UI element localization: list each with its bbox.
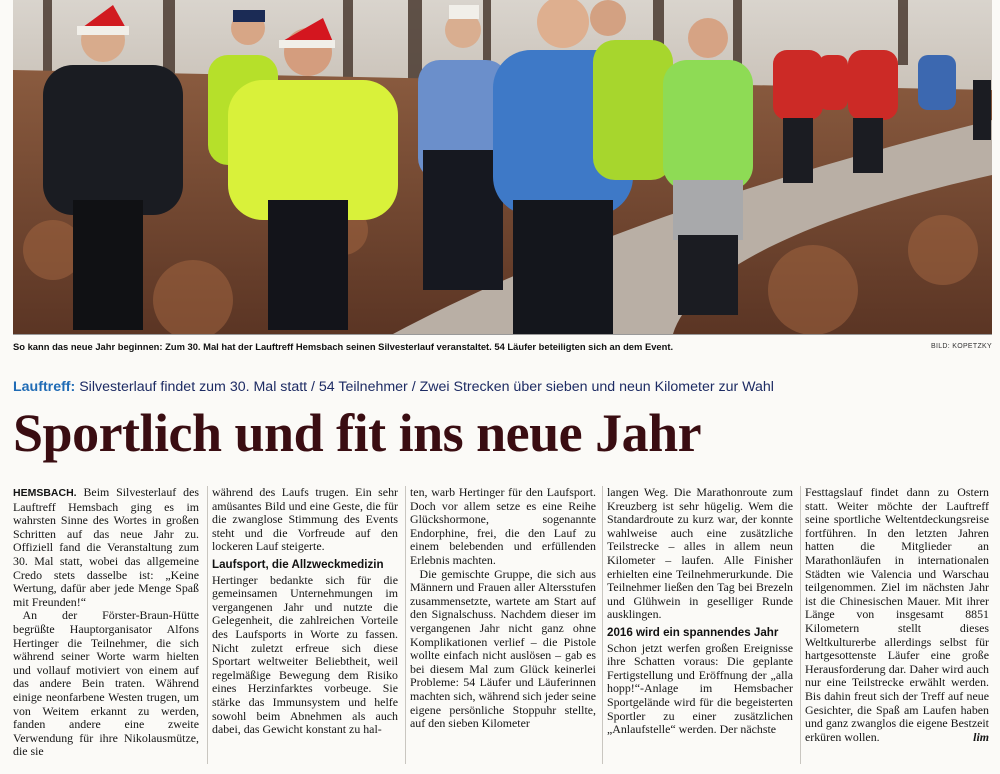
kicker-text: Silvesterlauf findet zum 30. Mal statt / 54 Teilnehmer / Zwei Strecken über sieben und neun Kilometer zur Wahl bbox=[75, 379, 774, 395]
photo-caption: So kann das neue Jahr beginnen: Zum 30. Mal hat der Lauftreff Hemsbach seinen Silvesterlauf veranstaltet. 54 Läufer beteiligten sich an dem Event. bbox=[13, 341, 674, 352]
article-column-5 bbox=[805, 486, 989, 768]
paragraph bbox=[805, 486, 989, 744]
photo-caption-row bbox=[13, 339, 992, 355]
article-kicker bbox=[13, 379, 993, 395]
paragraph: ten, warb Hertinger für den Laufsport. Doch vor allem setze es eine Reihe Glückshormone, sogenannte Endorphine, frei, die den Lauf zu einem belebenden und erfüllenden Erlebnis machten. bbox=[410, 486, 596, 567]
paragraph: Hertinger bedankte sich für die gemeinsamen Unternehmungen im vergangenen Jahr und nutzte die Gelegenheit, die zahlreichen Vorteile des Laufsports in Worte zu fassen. Nicht zuletzt erfreue sich diese Sportart weltweiter Beliebtheit, weil regelmäßige Bewegung dem Risiko eines Herzinfarktes vorbeuge. Sie stärke das Immunsystem und helfe sowohl beim Abnehmen als auch dabei, das Gewicht konstant zu hal- bbox=[212, 572, 398, 737]
paragraph-text: Festtagslauf findet dann zu Ostern statt. Weiter möchte der Lauftreff seine sportliche Weltentdeckungsreise fortführen. In den letzten Jahren hatten die Mitglieder an Marathonläufen in internationalen Städten wie Valencia und Warschau teilgenommen. Ziel im nächsten Jahr ist die Chinesischen Mauer. Mit ihrer Länge von insgesamt 8851 Kilometern stellt dieses Weltkulturerbe allerdings selbst für hartgesottenste Läufer eine große Herausforderung dar. Daher wird auch nur eine Teilstrecke erwählt werden. Bis dahin freut sich der Treff auf neue Gesichter, die Spaß am Laufen haben und ganz zwanglos die eigene Bestzeit erküren wollen. bbox=[805, 486, 989, 744]
article-body bbox=[13, 486, 991, 768]
article-headline: Sportlich und fit ins neue Jahr bbox=[13, 403, 702, 463]
article-column-2 bbox=[212, 486, 398, 768]
article-column-3 bbox=[410, 486, 596, 768]
subheading: 2016 wird ein spannendes Jahr bbox=[607, 625, 779, 639]
article-photo bbox=[13, 0, 992, 335]
dateline: HEMSBACH. bbox=[13, 487, 77, 499]
author-signature: lim bbox=[973, 729, 989, 744]
subheading: Laufsport, die Allzweckmedizin bbox=[212, 557, 384, 571]
runners-photo-illustration bbox=[13, 0, 992, 334]
paragraph bbox=[13, 486, 199, 609]
article-column-1 bbox=[13, 486, 199, 768]
paragraph: Schon jetzt werfen großen Ereignisse ihre Schatten voraus: Die geplante Fertigstellung und Eröffnung der „alla hopp!“-Anlage im Hemsbacher Sportgelände wird für die begeisterten Sportler zu einer zusätzlichen „Anlaufstelle“ werden. Der nächste bbox=[607, 640, 793, 737]
paragraph: Die gemischte Gruppe, die sich aus Männern und Frauen aller Altersstufen zusammensetzte, wartete am Start auf den Signalschuss. Nachdem dieser im vergangenen Jahr nicht ganz ohne Komplikationen verlief – die Pistole wollte einfach nicht auslösen – gab es bei diesem Mal zum Glück keinerlei Probleme: 54 Läufer und Läuferinnen machten sich, während sich jeder seine eigene persönliche Stoppuhr stellte, auf den sieben Kilometer bbox=[410, 566, 596, 731]
paragraph: langen Weg. Die Marathonroute zum Kreuzberg ist sehr hügelig. Wem die Standardroute zu kurz war, der konnte wahlweise auch eine zusätzliche Teilstrecke – alles in allem neun Kilometer – laufen. Alle Finisher erhielten eine Teilnehmerurkunde. Die Teilnehmer ließen den Tag bei Brezeln und Glühwein in geselliger Runde ausklingen. bbox=[607, 486, 793, 622]
paragraph: während des Laufs trugen. Ein sehr amüsantes Bild und eine Geste, die für die zwanglose Stimmung des Events steht und die Vorfreude auf den lockeren Lauf steigerte. bbox=[212, 486, 398, 554]
kicker-tag: Lauftreff: bbox=[13, 379, 76, 395]
article-column-4 bbox=[607, 486, 793, 768]
photo-credit: BILD: KOPETZKY bbox=[931, 343, 992, 350]
paragraph: An der Förster-Braun-Hütte begrüßte Hauptorganisator Alfons Hertinger die Teilnehmer, die sich während seiner Worte warm hielten und vollauf motiviert von einem auf das andere Bein traten. Während einige neonfarbene Westen trugen, um von Weitem erkannt zu werden, fanden andere eine zweite Verwendung für ihre Nikolausmütze, die sie bbox=[13, 608, 199, 759]
paragraph-text: Beim Silvesterlauf des Lauftreff Hemsbach ging es im wahrsten Sinne des Wortes in großen Schritten auf das neue Jahr zu. Offiziell fand die Veranstaltung zum 30. Mal statt, wobei das allgemeine Credo stets dasselbe ist: „Keine Wertung, dafür aber jede Menge Spaß mit Freunden!“ bbox=[13, 486, 199, 609]
